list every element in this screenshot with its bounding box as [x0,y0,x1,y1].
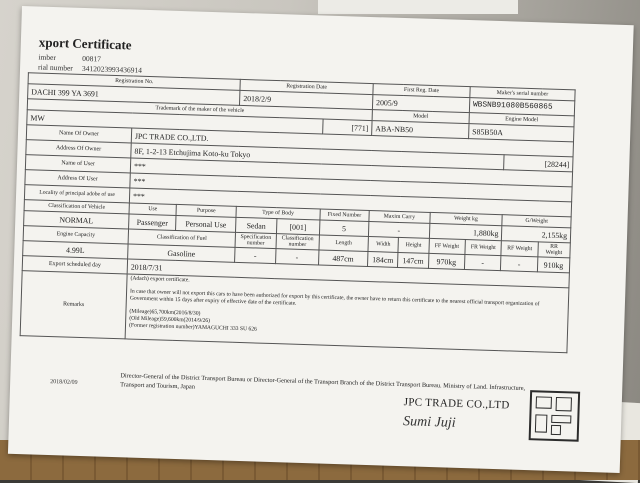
maker-serial-header: Maker's serial number [470,87,575,101]
document-title: xport Certificate [38,34,132,53]
engine-capacity-value: 4.99L [23,241,128,259]
engine-model-header: Engine Model [469,113,574,127]
engine-model-value: S85B50A [468,124,573,142]
rf-weight-header: RF Weight [501,241,538,257]
ff-weight-value: 970kg [428,253,465,269]
ff-weight-header: FF Weight [428,238,465,254]
trademark-value: MW [27,110,323,134]
signature: Sumi Juji [402,414,456,431]
certificate-number-value: 00817 [82,53,102,64]
body-type-value: Sedan [236,217,277,233]
export-day-value: 2018/7/31 [127,259,569,288]
fr-weight-header: FR Weight [465,240,502,256]
purpose-header: Purpose [176,204,236,217]
user-name-label: Name of User [25,155,130,173]
engine-capacity-header: Engine Capacity [23,226,128,244]
registration-date-header: Registration Date [240,79,373,94]
owner-address-value: 8F, 1-2-13 Etchujima Koto-ku Tokyo [131,143,505,170]
owner-address-code: [28244] [504,155,573,172]
height-value: 147cm [398,252,429,268]
background-top-sheet [318,0,518,14]
model-value: ABA-NB50 [372,121,469,139]
certificate-number-label: imber [38,52,57,63]
purpose-value: Personal Use [176,215,236,232]
fuel-header: Classification of Fuel [128,229,236,247]
owner-name-label: Name Of Owner [26,125,131,143]
weight-header: Weight kg [429,212,502,225]
spec-number-header: Specification number [235,232,276,248]
remarks-label: Remarks [20,271,127,339]
remarks-line-4: (Old Mileage)59,600km(2014/9/26) [129,315,211,325]
max-carry-value: - [368,222,429,239]
gross-weight-value: 2,155kg [502,226,571,243]
registration-no-value: DACHI 399 YA 3691 [28,84,241,106]
fuel-value: Gasoline [128,244,236,262]
model-header: Model [372,110,469,124]
class-number-header: Classification number [276,234,319,250]
locality-label: Locality of principal adobe of use [24,185,129,203]
remarks-line-2: In case that owner will not export this cars to have been authorized for export by this certificate, the owner have to return this certificate to the nearest official transport organization of Government within 15 days after expiry of effective date of the certificate. [129,288,540,308]
user-address-value: *** [130,173,572,202]
classification-value: NORMAL [24,211,129,229]
body-code-value: [001] [276,219,319,235]
weight-value: 1,880kg [429,223,502,240]
use-value: Passenger [129,214,177,230]
rr-weight-value: 910kg [537,257,570,273]
class-number-value: - [275,249,318,265]
remarks-line-3: (Mileage)65,700km(2016/8/30) [129,308,201,317]
classification-header: Classification of Vehicle [24,200,129,214]
trademark-code: [771] [322,119,372,136]
owner-name-value: JPC TRADE CO.,LTD. [131,128,573,157]
owner-address-label: Address Of Owner [26,140,131,158]
gross-weight-header: G/Weight [502,215,571,228]
remarks-body [125,274,569,353]
remarks-line-5: (Former registration number)YAMAGUCHI 333 SU 626 [128,322,257,333]
issue-date: 2018/02/09 [50,379,78,386]
height-header: Height [398,237,429,253]
fixed-number-header: Fixed Number [320,209,370,222]
serial-number-label: rial number [37,62,73,73]
user-name-value: *** [130,158,572,187]
fr-weight-value: - [464,255,501,271]
serial-number-value: 3412023993436914 [81,63,143,75]
length-header: Length [319,235,369,252]
trademark-header: Trademark of the maker of the vehicle [27,99,372,121]
fixed-number-value: 5 [319,220,369,237]
company-name: JPC TRADE CO.,LTD [403,396,510,412]
company-seal-icon [529,390,581,442]
max-carry-header: Maxim Carry [369,211,430,224]
remarks-line-1: (Adach) export certificate. [130,275,190,284]
spec-number-value: - [235,247,276,263]
export-day-label: Export scheduled day [22,256,127,274]
certificate-table [20,72,576,353]
user-address-label: Address Of User [25,170,130,188]
first-reg-date-value: 2005/9 [372,95,469,113]
issuer-text: Director-General of the District Transport Bureau or Director-General of the Transport Branch of the District Transport Bureau. Ministry of Land. Infrastructure, Transport and Tourism, Japan [120,372,526,392]
locality-value: *** [129,188,571,217]
width-header: Width [368,236,399,252]
maker-serial-value: WBSNB91080B560865 [469,98,574,116]
registration-no-header: Registration No. [28,73,240,91]
rf-weight-value: - [501,256,538,272]
body-type-header: Type of Body [236,206,320,220]
export-certificate-document [8,6,634,473]
use-header: Use [129,203,176,215]
width-value: 184cm [367,251,398,267]
first-reg-date-header: First Reg. Date [373,84,470,98]
length-value: 487cm [318,250,368,267]
registration-date-value: 2018/2/9 [240,90,373,109]
rr-weight-header: RR Weight [538,242,571,258]
